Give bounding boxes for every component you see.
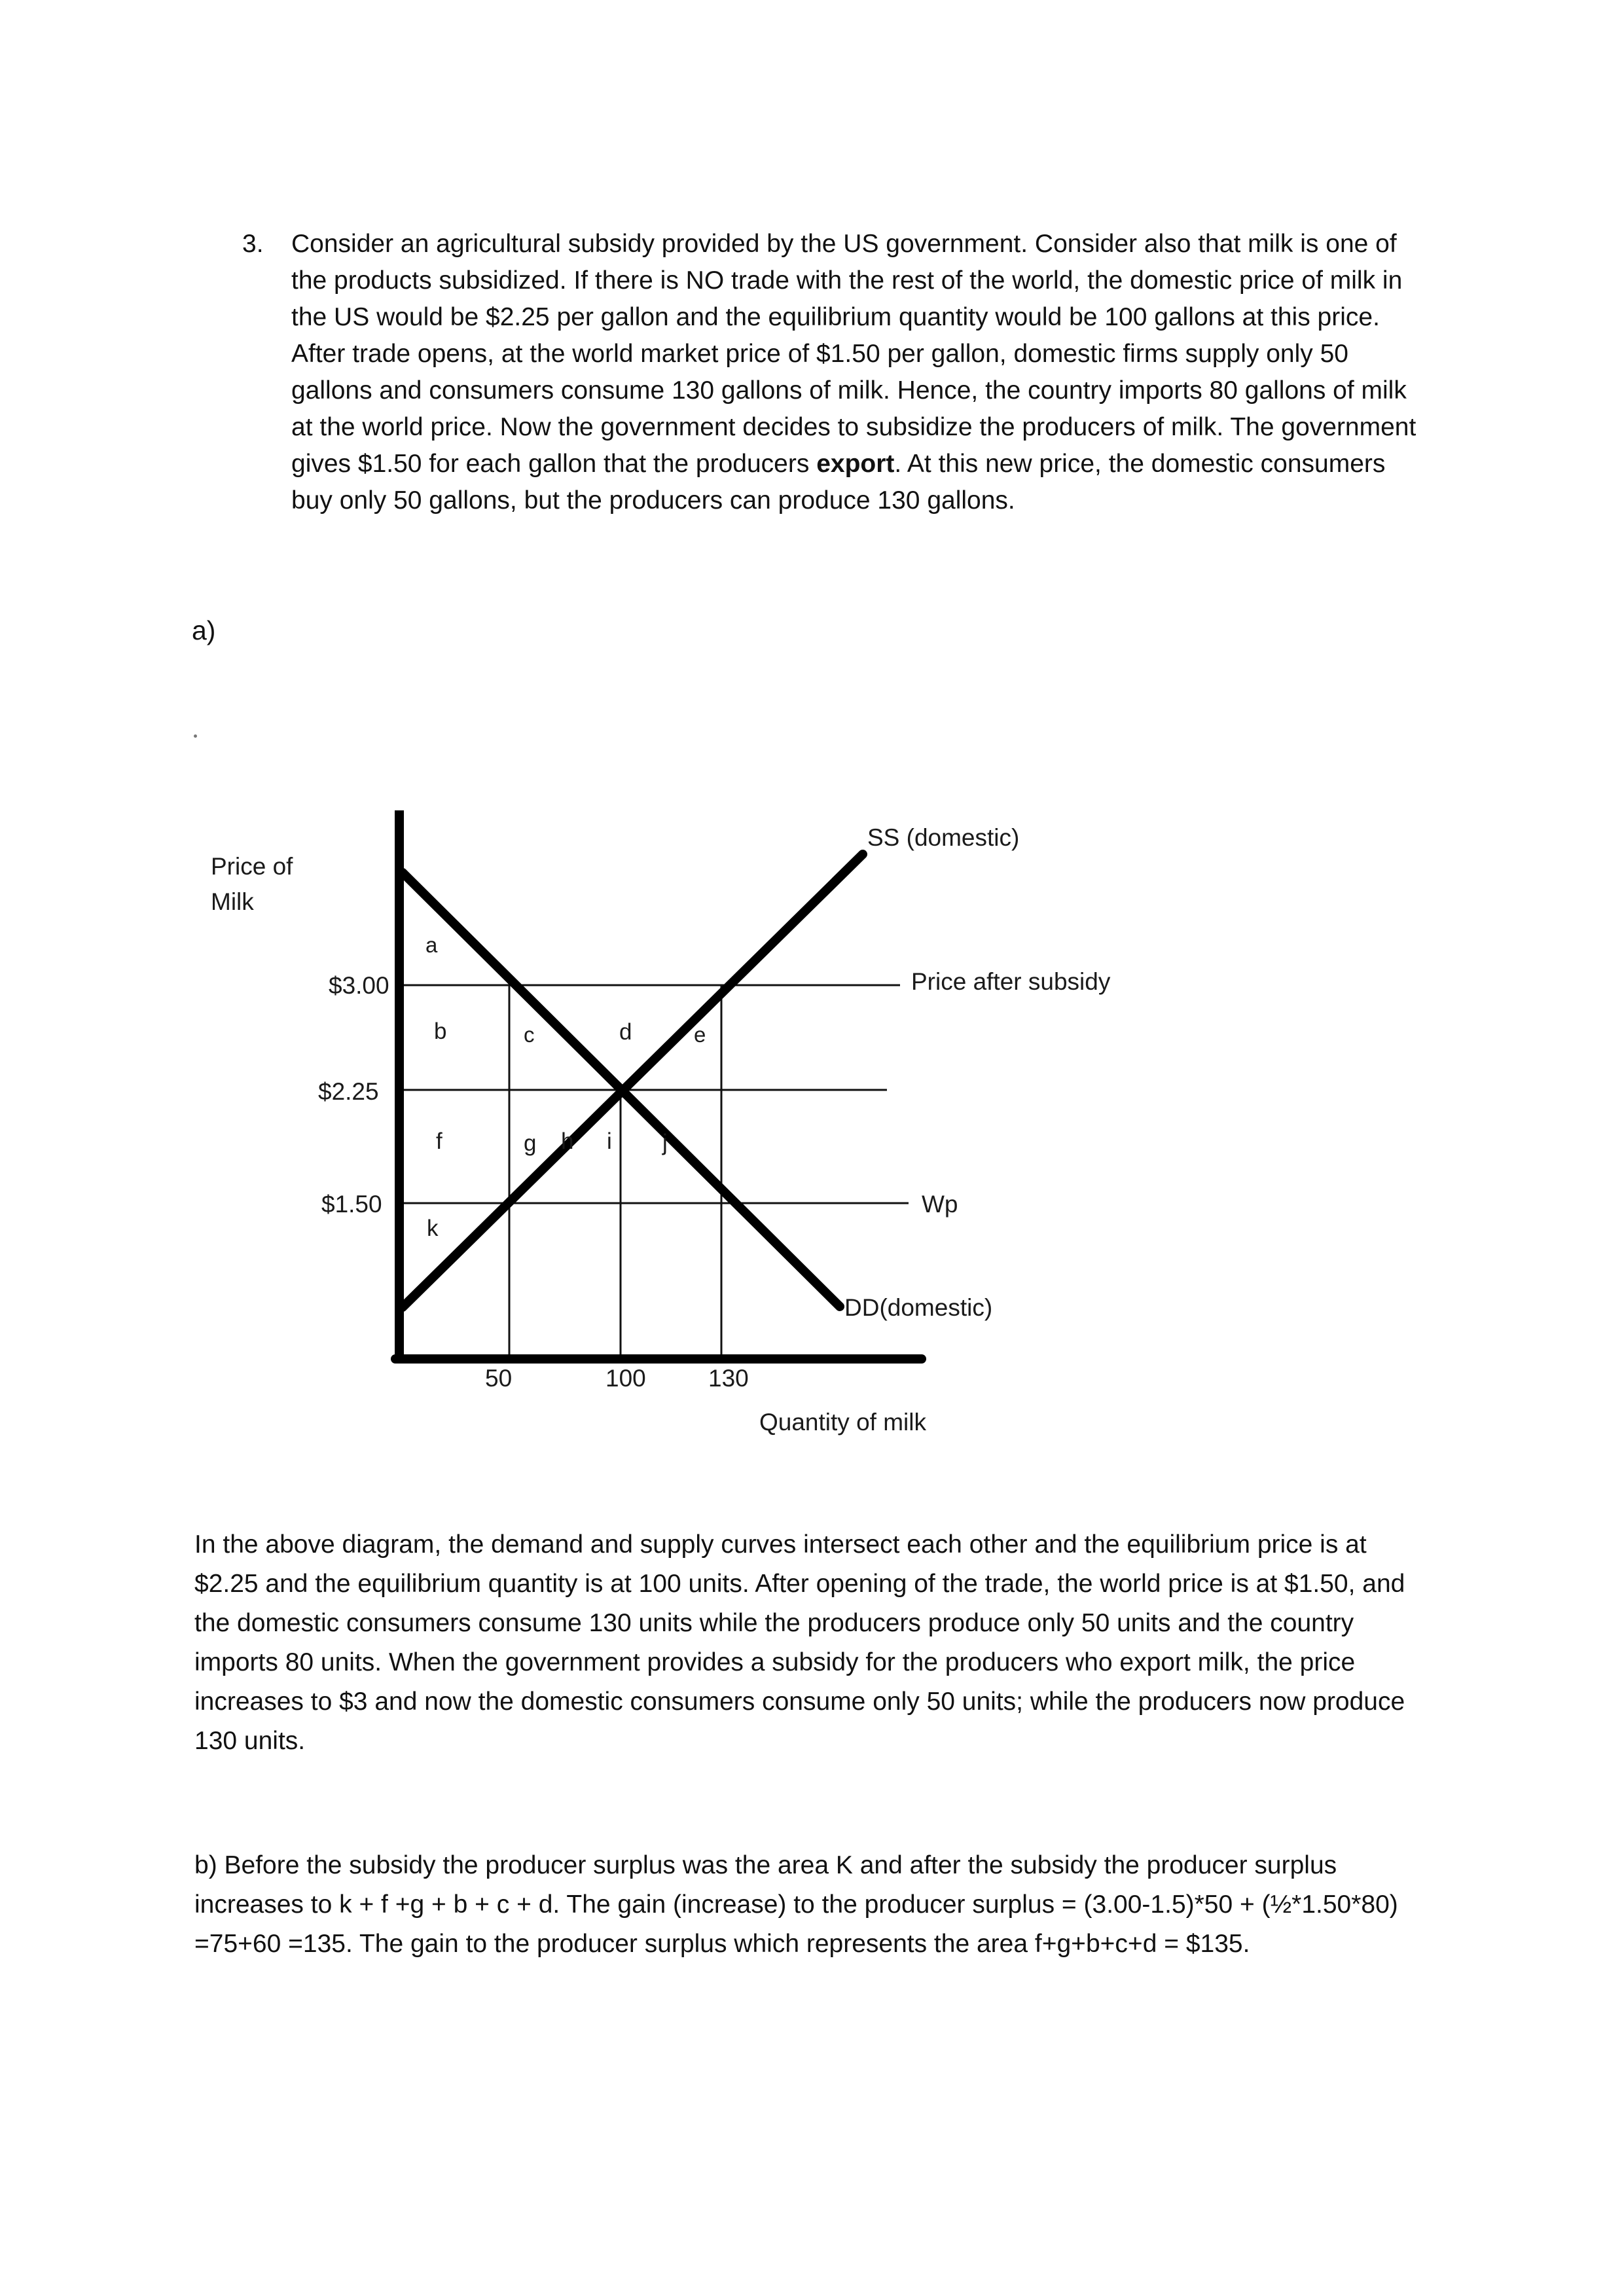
explanation-part-a: In the above diagram, the demand and supply curves intersect each other and the equilibrium price is at $2.25 and the equilibrium quantity is at 100 units. After opening of the trade, the world price is at $1.50, and the domestic consumers consume 130 units while the producers produce only 50 units and the country imports 80 units. When the government provides a subsidy for the producers who export milk, the price increases to $3 and now the domestic consumers consume only 50 units; while the producers now produce 130 units. — [194, 1530, 1405, 1755]
area-label-g: g — [524, 1130, 537, 1156]
explanation-part-b: b) Before the subsidy the producer surplus was the area K and after the subsidy the producer surplus increases to k + f +g + b + c + d. The gain (increase) to the producer surplus = (3.00-1.5)*50 + (½*1.50*80) =75+60 =135. The gain to the producer surplus which represents the area f+g+b+c+d = $135. — [194, 1851, 1398, 1958]
area-label-f: f — [436, 1129, 442, 1154]
area-label-i: i — [607, 1129, 612, 1154]
area-label-d: d — [619, 1019, 632, 1045]
area-label-b: b — [434, 1019, 447, 1044]
area-label-e: e — [694, 1022, 706, 1047]
question-text-part1: Consider an agricultural subsidy provided by the US government. Consider also that milk is one of the products subsidized. If there is NO trade with the rest of the world, the domestic price of milk in the US would be $2.25 per gallon and the equilibrium quantity would be 100 gallons at this price. After trade opens, at the world market price of $1.50 per gallon, domestic firms supply only 50 gallons and consumers consume 130 gallons of milk. Hence, the country imports 80 gallons of milk at the world price. Now the government decides to subsidize the producers of milk. The government gives $1.50 for each gallon that the producers — [291, 230, 1416, 478]
price-tick-1-50: $1.50 — [321, 1191, 382, 1218]
x-axis-label: Quantity of milk — [759, 1409, 926, 1436]
supply-curve-label: SS (domestic) — [867, 824, 1020, 851]
price-tick-3-00: $3.00 — [329, 972, 389, 999]
qty-tick-50: 50 — [485, 1365, 513, 1392]
area-label-j: j — [662, 1130, 668, 1155]
area-label-k: k — [427, 1216, 439, 1241]
world-price-label: Wp — [922, 1191, 958, 1218]
qty-tick-100: 100 — [605, 1365, 646, 1392]
subsidy-price-label: Price after subsidy — [911, 968, 1111, 995]
area-label-a: a — [425, 933, 438, 957]
area-label-c: c — [524, 1022, 535, 1047]
demand-curve-label: DD(domestic) — [844, 1294, 993, 1321]
price-tick-2-25: $2.25 — [318, 1078, 379, 1105]
question-text-part2: . At this new price, the domestic consumers buy only 50 gallons, but the producers can produce 130 gallons. — [291, 450, 1386, 515]
area-label-h: h — [561, 1129, 574, 1154]
question-number: 3. — [242, 230, 264, 258]
supply-curve — [403, 854, 863, 1307]
qty-tick-130: 130 — [708, 1365, 749, 1392]
y-axis-label-line1: Price of — [211, 853, 293, 880]
part-a-label: a) — [192, 615, 216, 645]
y-axis-label-line2: Milk — [211, 888, 254, 915]
question-bold-word: export — [816, 450, 895, 478]
